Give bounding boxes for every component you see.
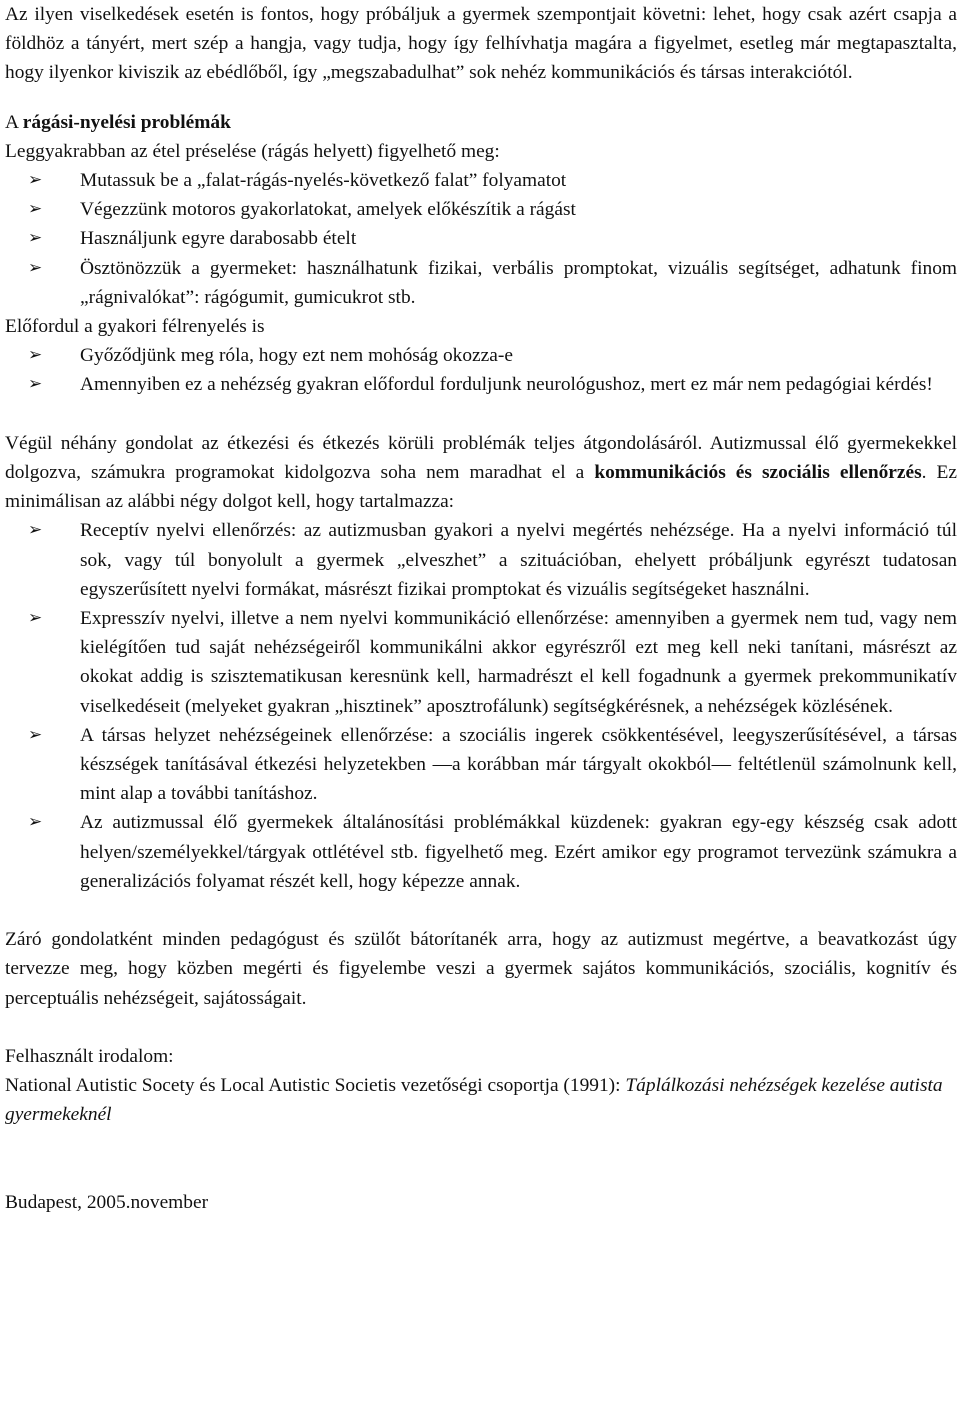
bullet-item [5, 166, 957, 195]
reference-entry [5, 1071, 957, 1129]
comm-text-after: . Ez minimálisan az alábbi négy dolgot kell, hogy tartalmazza: [5, 462, 957, 513]
arrow-bullet-icon: ➢ [28, 228, 43, 249]
bullet-item [5, 370, 957, 399]
bullet-text: Végezzünk motoros gyakorlatokat, amelyek előkészítik a rágást [80, 199, 576, 221]
arrow-bullet-icon: ➢ [28, 724, 43, 745]
arrow-bullet-icon: ➢ [28, 345, 43, 366]
communication-paragraph [5, 429, 957, 517]
document-page [5, 0, 957, 1217]
bullet-text: Mutassuk be a „falat-rágás-nyelés-következő falat” folyamatot [80, 170, 567, 192]
bullet-text: Az autizmussal élő gyermekek általánosítási problémákkal küzdenek: gyakran egy-egy készség csak adott helyen/személyekkel/tárgyak ottlétével stb. figyelhető meg. Ezért amikor egy programot tervezünk számukra a generalizációs folyamat részét kell, hogy képezze annak. [80, 812, 957, 892]
heading-bold: rágási-nyelési problémák [22, 111, 231, 133]
bullet-text: Használjunk egyre darabosabb ételt [80, 228, 357, 250]
bullet-item [5, 808, 957, 896]
references-heading: Felhasznált irodalom: [5, 1046, 174, 1068]
footer-place-date: Budapest, 2005.november [5, 1192, 209, 1214]
bullet-item [5, 604, 957, 721]
bullet-text: A társas helyzet nehézségeinek ellenőrzése: a szociális ingerek csökkentésével, leegyszerűsítésével, a társas készségek tanításával étkezési helyzetekben —a korábban már tárgyalt okokból— feltétlenül számolnunk kell, mint alap a további tanításhoz. [80, 724, 957, 805]
bullet-text: Győződjünk meg róla, hogy ezt nem mohóság okozza-e [80, 345, 513, 367]
bullet-text: Expresszív nyelvi, illetve a nem nyelvi kommunikáció ellenőrzése: amennyiben a gyermek nem tud, vagy nem kielégítően tud saját nehézségeiről kommunikálni akkor egyrészről ezt meg kell neki tanítani, másrészt az okokat addig is szisztematikusan keresnünk kell, harmadrészt el kell fogadnunk a gyermek prekommunikatív viselkedéseit (melyeket gyakran „hisztinek” aposztrofálunk) segítségkérésnek, a nehézségek közlésének. [80, 608, 957, 717]
bullet-text: Ösztönözzük a gyermeket: használhatunk fizikai, verbális promptokat, vizuális segítséget, adhatunk finom „rágnivalókat”: rágógumit, gumicukrot stb. [80, 257, 957, 308]
bullet-item [5, 254, 957, 312]
reference-title: Táplálkozási nehézségek kezelése autista gyermekeknél [5, 1075, 943, 1126]
comm-text-before: Végül néhány gondolat az étkezési és étkezés körüli problémák teljes átgondolásáról. Autizmussal élő gyermekekkel dolgozva, számukra programokat kidolgozva soha nem maradhat el a [5, 432, 957, 484]
bullet-item [5, 195, 957, 224]
section-heading-chewing [5, 108, 957, 137]
heading-prefix: A [5, 111, 18, 133]
bullet-item [5, 224, 957, 253]
bullet-item [5, 721, 957, 809]
arrow-bullet-icon: ➢ [28, 520, 43, 541]
arrow-bullet-icon: ➢ [28, 608, 43, 629]
intro-paragraph: Az ilyen viselkedések esetén is fontos, hogy próbáljuk a gyermek szempontjait követni: lehet, hogy csak azért csapja a földhöz a tányért, mert szép a hangja, vagy tudja, hogy így felhívhatja magára a figyelmet, esetleg már megtapasztalta, hogy ilyenkor kiviszik az ebédlőből, így „megszabadulhat” sok nehéz kommunikációs és társas interakciótól. [5, 4, 957, 84]
comm-text-bold: kommunikációs és szociális ellenőrzés [594, 462, 922, 484]
arrow-bullet-icon: ➢ [28, 374, 43, 395]
arrow-bullet-icon: ➢ [28, 170, 43, 191]
closing-paragraph: Záró gondolatként minden pedagógust és szülőt bátorítanék arra, hogy az autizmust megértve, a beavatkozást úgy tervezze meg, hogy közben megérti és figyelembe veszi a gyermek sajátos kommunikációs, szociális, kognitív és perceptuális nehézségeit, sajátosságait. [5, 929, 957, 1009]
bullet-text: Receptív nyelvi ellenőrzés: az autizmusban gyakori a nyelvi megértés nehézsége. Ha a nyelvi információ túl sok, vagy túl bonyolult a gyermek „elveszhet” a szituációban, ehelyett próbáljunk egyrészt tudatosan egyszerűsített nyelvi formákat, másrészt fizikai promptokat és vizuális segítségeket használni. [80, 520, 957, 600]
arrow-bullet-icon: ➢ [28, 812, 43, 833]
chewing-intro: Leggyakrabban az étel préselése (rágás helyett) figyelhető meg: [5, 140, 500, 162]
bullet-item [5, 516, 957, 604]
arrow-bullet-icon: ➢ [28, 199, 43, 220]
bullet-item [5, 341, 957, 370]
reference-plain: National Autistic Socety és Local Autistic Societis vezetőségi csoportja (1991): [5, 1075, 621, 1097]
arrow-bullet-icon: ➢ [28, 257, 43, 278]
bullet-text: Amennyiben ez a nehézség gyakran előfordul forduljunk neurológushoz, mert ez már nem pedagógiai kérdés! [80, 374, 933, 396]
choking-intro: Előfordul a gyakori félrenyelés is [5, 316, 265, 338]
